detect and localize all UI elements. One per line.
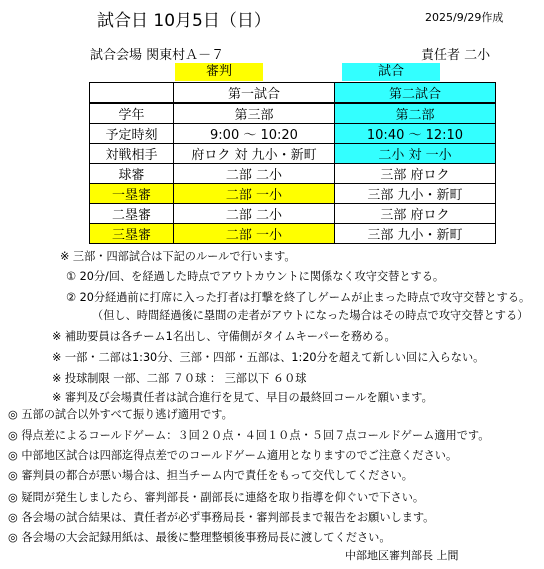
table-row (90, 103, 496, 124)
note-line: ※ 投球制限 一部、二部 ７０球 ： 三部以下 ６０球 (52, 372, 307, 385)
table-row (90, 184, 496, 204)
game2-cell: 三部 九小・新町 (335, 184, 496, 204)
note-line: ◎ 審判員の都合が悪い場合は、担当チーム内で責任をもって交代してください。 (8, 469, 413, 482)
game2-cell: 三部 府ロク (335, 164, 496, 184)
page-title: 試合日 10月5日（日） (97, 11, 271, 31)
note-line: ① 20分/回、を経過した時点でアウトカウントに関係なく攻守交替とする。 (66, 270, 445, 283)
game2-cell: 第二部 (335, 103, 496, 124)
note-line: （但し、時間経過後に塁間の走者がアウトになった場合はその時点で攻守交替とする） (92, 309, 529, 322)
row-label: 球審 (90, 164, 174, 184)
game1-cell: 二部 一小 (174, 184, 335, 204)
game1-cell: 二部 二小 (174, 164, 335, 184)
game1-cell: 府ロク 対 九小・新町 (174, 144, 335, 164)
note-line: ◎ 各会場の大会記録用紙は、最後に整理整頓後事務局長に渡してください。 (8, 531, 391, 544)
game1-cell: 二部 一小 (174, 224, 335, 244)
game2-cell: 二小 対 一小 (335, 144, 496, 164)
game1-cell: 9:00 ～ 10:20 (174, 124, 335, 144)
header-cell-empty (90, 83, 174, 104)
row-label: 一塁審 (90, 184, 174, 204)
note-line: ※ 審判及び会場責任者は試合進行を見て、早目の最終回コールを願います。 (52, 391, 433, 404)
note-line: ◎ 各会場の試合結果は、責任者が必ず事務局長・審判部長まで報告をお願いします。 (8, 511, 435, 524)
note-line: ◎ 五部の試合以外すべて振り逃げ適用です。 (8, 408, 233, 421)
table-row (90, 144, 496, 164)
row-label: 学年 (90, 103, 174, 124)
note-line: ◎ 疑問が発生しましたら、審判部長・副部長に連絡を取り指導を仰ぐいで下さい。 (8, 491, 425, 504)
created-date: 2025/9/29作成 (425, 11, 504, 24)
table-row (90, 124, 496, 144)
note-line: ※ 一部・二部は1:30分、三部・四部・五部は、1:20分を超えて新しい回に入らない。 (52, 351, 485, 364)
row-label: 二塁審 (90, 204, 174, 224)
game2-cell: 三部 府ロク (335, 204, 496, 224)
table-header-row (90, 83, 496, 104)
game2-cell: 三部 九小・新町 (335, 224, 496, 244)
game1-cell: 第三部 (174, 103, 335, 124)
row-label: 三塁審 (90, 224, 174, 244)
table-row (90, 204, 496, 224)
game2-cell: 10:40 ～ 12:10 (335, 124, 496, 144)
game2-tag: 試合 (342, 63, 440, 81)
row-label: 予定時刻 (90, 124, 174, 144)
note-line: ※ 補助要員は各チーム1名出し、守備側がタイムキーパーを務める。 (52, 330, 396, 343)
referee-tag: 審判 (175, 63, 263, 81)
row-label: 対戦相手 (90, 144, 174, 164)
signature: 中部地区審判部長 上間 (345, 549, 459, 562)
schedule-table (89, 82, 496, 244)
header-cell-game1: 第一試合 (174, 83, 335, 104)
venue-label: 試合会場 関東村Ａ－７ (90, 48, 225, 63)
table-row (90, 224, 496, 244)
header-cell-game2: 第二試合 (335, 83, 496, 104)
note-line: ◎ 中部地区試合は四部迄得点差でのコールドゲーム適用となりますのでご注意ください。 (8, 449, 458, 462)
game1-cell: 二部 二小 (174, 204, 335, 224)
manager-label: 責任者 二小 (421, 48, 491, 63)
table-row (90, 164, 496, 184)
note-line: ※ 三部・四部試合は下記のルールで行います。 (60, 250, 296, 263)
note-line: ② 20分経過前に打席に入った打者は打撃を終了しゲームが止まった時点で攻守交替とする。 (66, 291, 531, 304)
note-line: ◎ 得点差によるコールドゲーム：３回２０点・４回１０点・５回７点コールドゲーム適用です。 (8, 429, 490, 442)
